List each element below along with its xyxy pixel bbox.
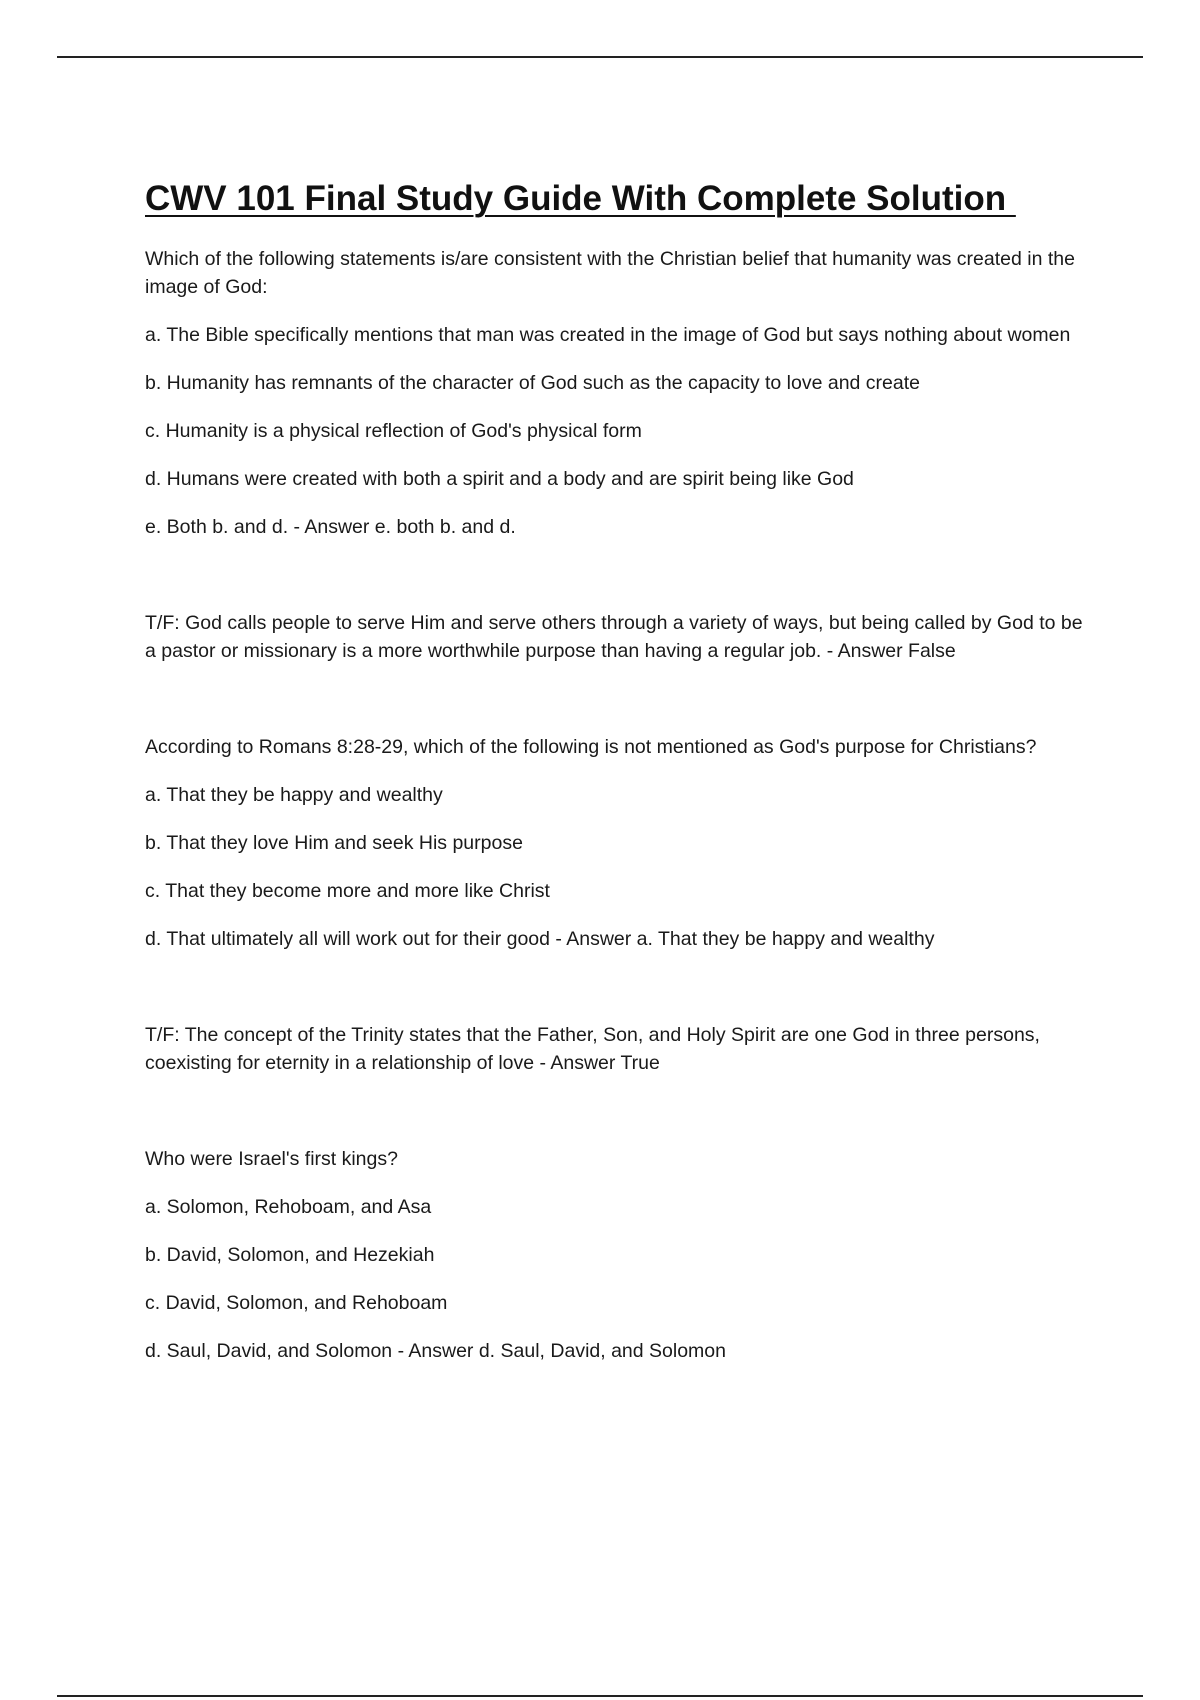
question-spacer [145, 561, 1090, 609]
question-spacer [145, 685, 1090, 733]
question-5-option-b: b. David, Solomon, and Hezekiah [145, 1243, 435, 1266]
document-body [145, 178, 1090, 1385]
question-spacer [145, 1097, 1090, 1145]
question-3-option-a: a. That they be happy and wealthy [145, 783, 443, 806]
question-5-option-a: a. Solomon, Rehoboam, and Asa [145, 1195, 432, 1218]
question-5-option-d-answer: d. Saul, David, and Solomon - Answer d. Saul, David, and Solomon [145, 1339, 726, 1362]
question-2-true-false: T/F: God calls people to serve Him and serve others through a variety of ways, but being called by God to be a pastor or missionary is a more worthwhile purpose than having a regular job. - Answer False [145, 611, 1083, 662]
question-3-prompt: According to Romans 8:28-29, which of the following is not mentioned as God's purpose for Christians? [145, 735, 1037, 758]
document-title: CWV 101 Final Study Guide With Complete Solution [145, 179, 1016, 218]
question-1-prompt: Which of the following statements is/are consistent with the Christian belief that humanity was created in the image of God: [145, 247, 1075, 298]
question-5-prompt: Who were Israel's first kings? [145, 1147, 398, 1170]
question-spacer [145, 973, 1090, 1021]
question-3-option-d-answer: d. That ultimately all will work out for their good - Answer a. That they be happy and wealthy [145, 927, 935, 950]
question-3-option-b: b. That they love Him and seek His purpose [145, 831, 523, 854]
footer-rule [57, 1695, 1143, 1697]
question-3-option-c: c. That they become more and more like Christ [145, 879, 550, 902]
question-5-option-c: c. David, Solomon, and Rehoboam [145, 1291, 448, 1314]
header-rule [57, 56, 1143, 58]
question-1-option-c: c. Humanity is a physical reflection of God's physical form [145, 419, 642, 442]
question-4-true-false: T/F: The concept of the Trinity states that the Father, Son, and Holy Spirit are one God in three persons, coexisting for eternity in a relationship of love - Answer True [145, 1023, 1040, 1074]
question-1-option-e-answer: e. Both b. and d. - Answer e. both b. and d. [145, 515, 516, 538]
question-1-option-a: a. The Bible specifically mentions that man was created in the image of God but says nothing about women [145, 323, 1071, 346]
question-1-option-b: b. Humanity has remnants of the character of God such as the capacity to love and create [145, 371, 921, 394]
question-1-option-d: d. Humans were created with both a spirit and a body and are spirit being like God [145, 467, 854, 490]
